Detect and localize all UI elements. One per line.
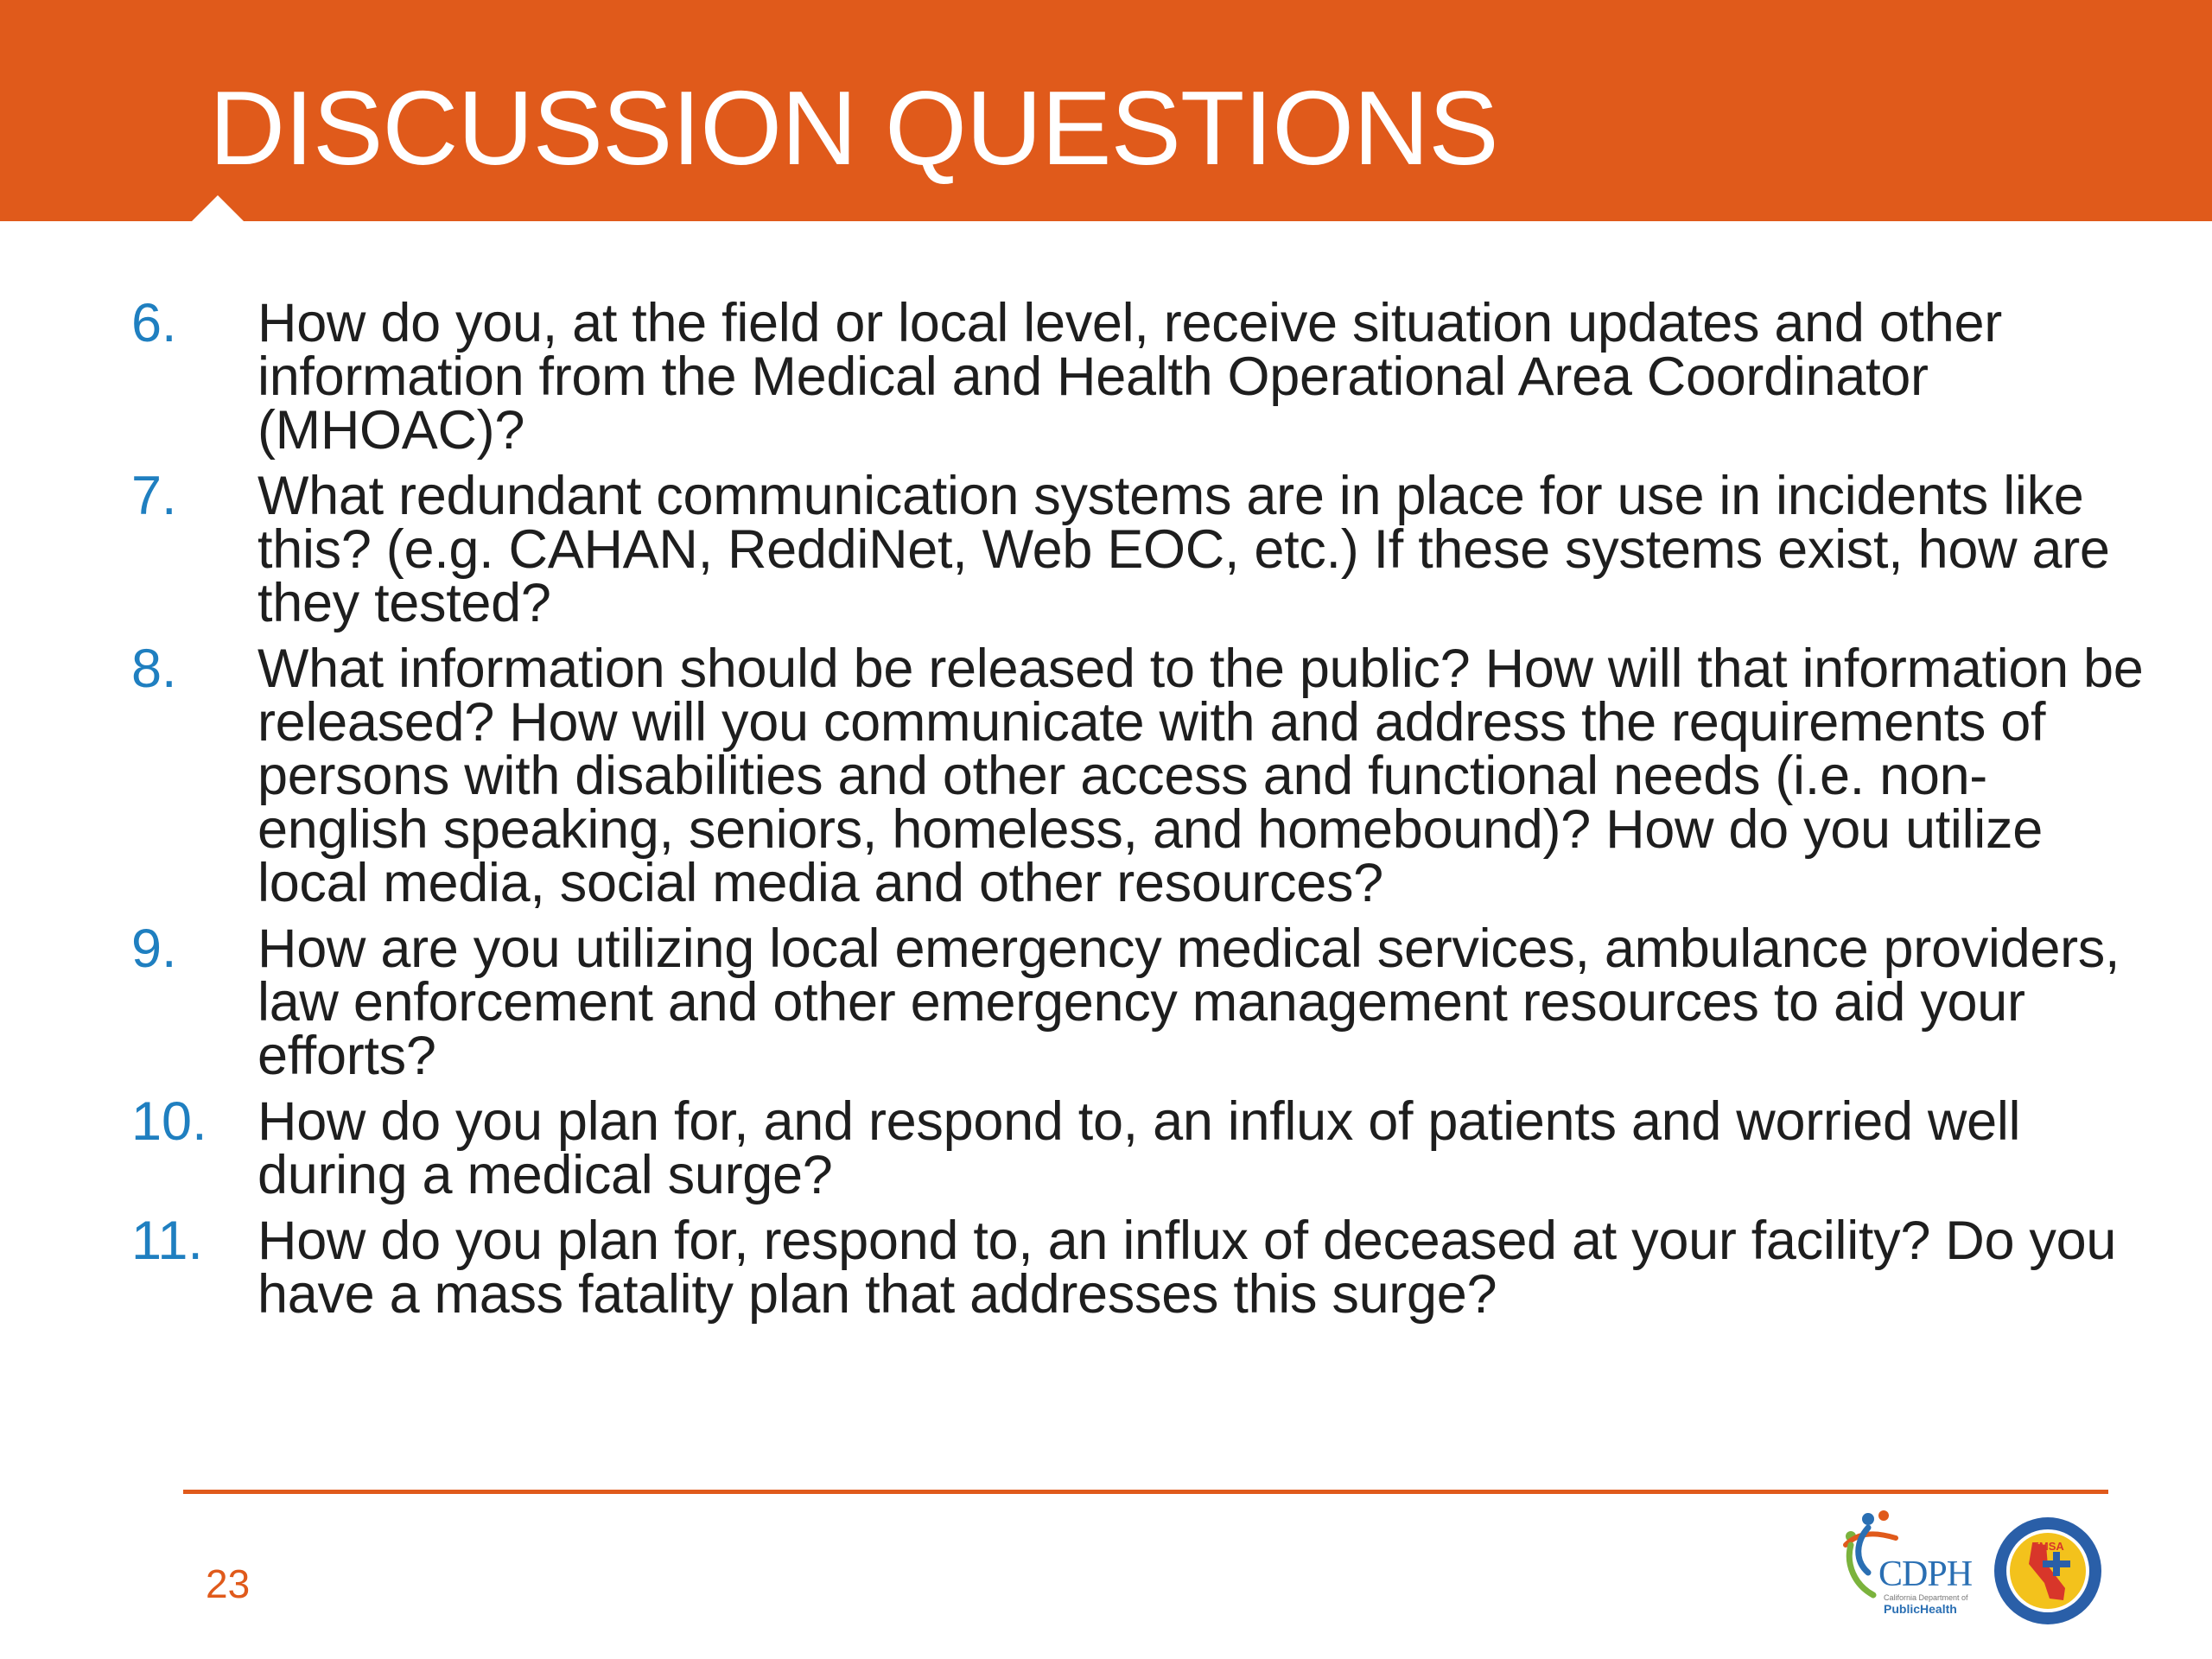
cdph-name: CDPH [1878,1554,1973,1594]
cdph-logo [1839,1507,1993,1619]
header-notch [192,195,244,221]
question-number: 11. [131,1211,203,1271]
slide-header [0,0,2212,221]
question-item [131,293,2145,461]
question-item [131,639,2145,913]
question-text: How do you plan for, respond to, an influx of deceased at your facility? Do you have a mass fatality plan that addresses this surge? [257,1211,2117,1325]
emsa-seal-icon [1993,1516,2103,1626]
question-text: What information should be released to the public? How will that information be released? How will you communicate with and address the requirements of persons with disabilities and other access and functional needs (i.e. non-english speaking, seniors, homeless, and homebound)? How do you utilize local media, social media and other resources? [257,639,2144,913]
page-number: 23 [206,1561,251,1606]
question-number: 8. [131,639,177,699]
emsa-label: EMSA [2031,1540,2064,1553]
question-text: How do you, at the field or local level, receive situation updates and other information from the Medical and Health Operational Area Coordinator (MHOAC)? [257,293,2002,461]
question-number: 9. [131,918,177,979]
question-number: 10. [131,1091,207,1152]
question-number: 7. [131,466,177,526]
question-text: What redundant communication systems are in place for use in incidents like this? (e.g. CAHAN, ReddiNet, Web EOC, etc.) If these systems exist, how are they tested? [257,466,2110,633]
question-text: How do you plan for, and respond to, an influx of patients and worried well during a medical surge? [257,1091,2021,1205]
slide-title: DISCUSSION QUESTIONS [209,69,1498,187]
questions-list [131,293,2145,1333]
question-number: 6. [131,293,177,353]
cdph-subtitle: California Department of [1884,1593,1968,1602]
question-item [131,918,2145,1086]
footer-divider [183,1490,2108,1494]
cdph-public-health: PublicHealth [1884,1602,1957,1616]
question-item [131,466,2145,633]
question-item [131,1211,2145,1325]
question-text: How are you utilizing local emergency medical services, ambulance providers, law enforcement and other emergency management resources to aid your efforts? [257,918,2120,1086]
question-item [131,1091,2145,1205]
